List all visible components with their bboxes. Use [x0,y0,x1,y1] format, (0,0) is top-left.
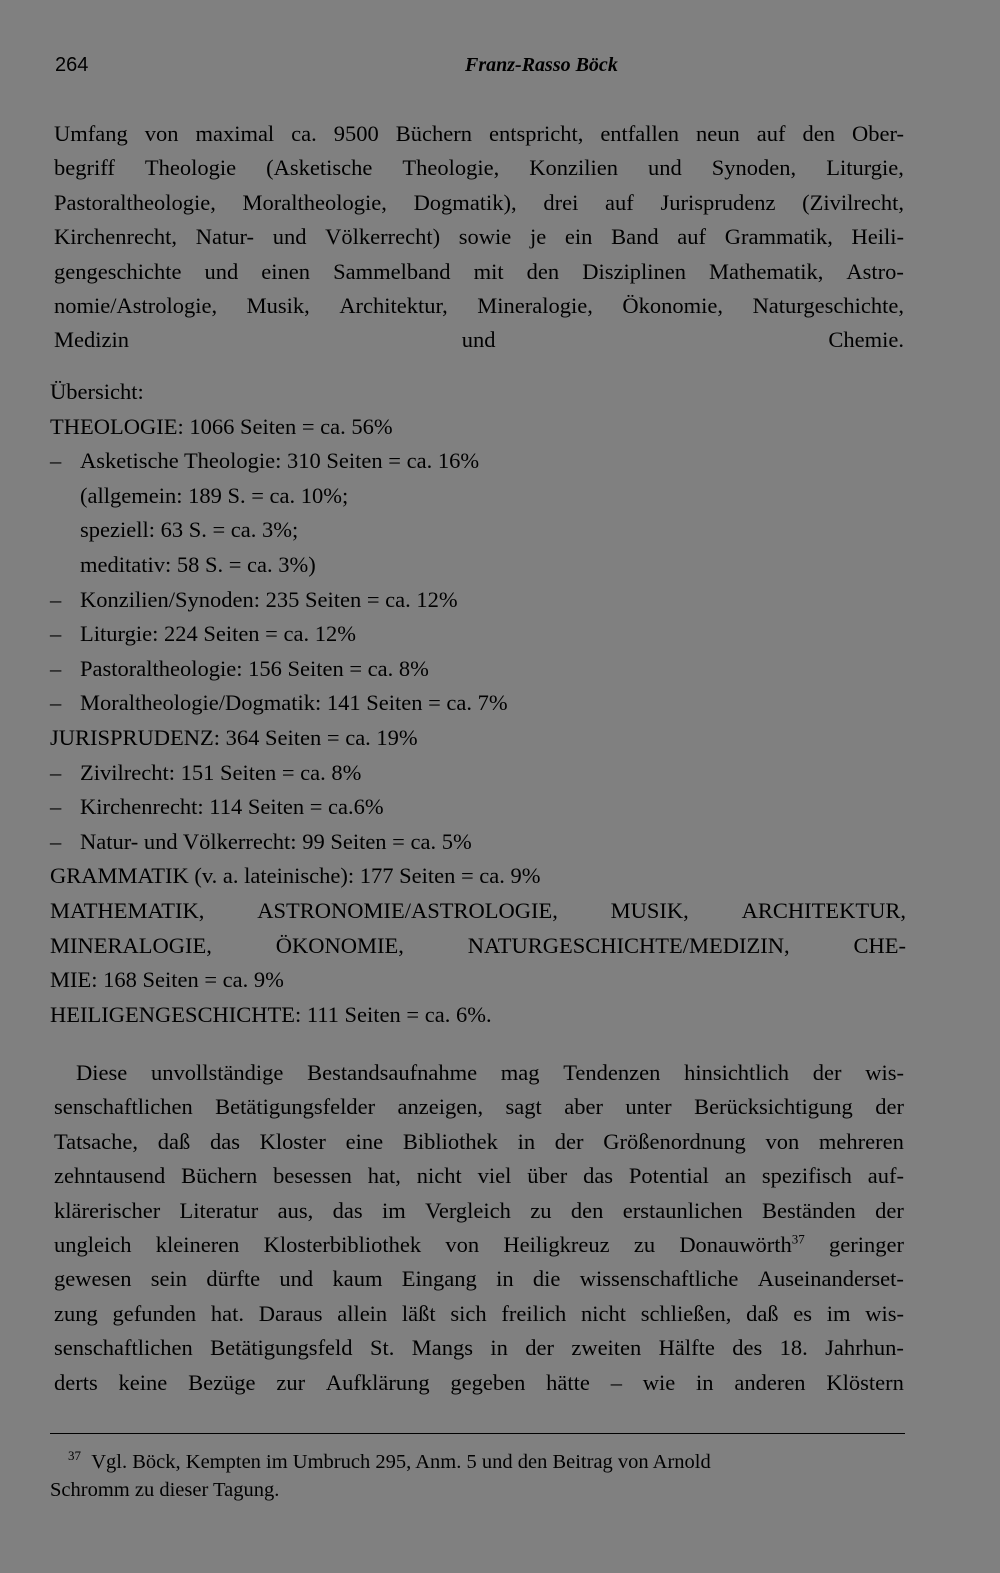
overview-item: – Natur- und Völkerrecht: 99 Seiten = ca. 5% [50,828,472,854]
paragraph-2-line: zehntausend Büchern besessen hat, nicht viel über das Potential an spezifisch auf- [54,1163,904,1189]
overview-item: – Kirchenrecht: 114 Seiten = ca.6% [50,794,384,820]
overview-item: GRAMMATIK (v. a. lateinische): 177 Seiten = ca. 9% [50,863,541,889]
footnote [50,1448,905,1504]
paragraph-1-line: nomie/Astrologie, Musik, Architektur, Mineralogie, Ökonomie, Naturgeschichte, [54,293,904,319]
overview-item: – Zivilrecht: 151 Seiten = ca. 8% [50,759,362,785]
paragraph-1 [54,117,904,358]
paragraph-1-line: Umfang von maximal ca. 9500 Büchern entspricht, entfallen neun auf den Ober- [54,121,904,146]
paragraph-2-line: gewesen sein dürfte und kaum Eingang in die wissenschaftliche Auseinanderset- [54,1266,904,1292]
paragraph-2-line: ungleich kleineren Klosterbibliothek von Heiligkreuz zu Donauwörth$^{37}$ geringer [54,1231,904,1258]
page-header [55,54,905,80]
paragraph-2-line: derts keine Bezüge zur Aufklärung gegeben hätte – wie in anderen Klöstern [54,1369,904,1395]
paragraph-2-line: klärerischer Literatur aus, das im Vergleich zu den erstaunlichen Beständen der [54,1197,904,1223]
overview-item: MINERALOGIE, ÖKONOMIE, NATURGESCHICHTE/MEDIZIN, CHE- [50,932,906,958]
paragraph-1-line: Kirchenrecht, Natur- und Völkerrecht) sowie je ein Band auf Grammatik, Heili- [54,224,904,250]
footnote-ref[interactable]: 37 [791,1231,805,1247]
footnote-rule [50,1433,905,1434]
overview-item: Übersicht: [50,379,144,404]
overview-item: – Moraltheologie/Dogmatik: 141 Seiten = ca. 7% [50,690,508,716]
paragraph-2-line: senschaftlichen Betätigungsfelder anzeigen, sagt aber unter Berücksichtigung der [54,1094,904,1120]
overview-item: – Konzilien/Synoden: 235 Seiten = ca. 12% [50,586,458,612]
footnote-number: 37 [68,1448,81,1464]
paragraph-2-line: Tatsache, daß das Kloster eine Bibliothek in der Größenordnung von mehreren [54,1128,904,1154]
paragraph-1-line: Medizin und Chemie. [54,327,904,353]
paragraph-2-line: Diese unvollständige Bestandsaufnahme mag Tendenzen hinsichtlich der wis- [76,1060,904,1085]
footnote-line-1: $^{37}$ Vgl. Böck, Kempten im Umbruch 295, Anm. 5 und den Beitrag von Arnold [68,1448,711,1473]
overview-item: MATHEMATIK, ASTRONOMIE/ASTROLOGIE, MUSIK, ARCHITEKTUR, [50,897,906,923]
overview-item: – Asketische Theologie: 310 Seiten = ca. 16% [50,448,480,474]
paragraph-1-line: begriff Theologie (Asketische Theologie, Konzilien und Synoden, Liturgie, [54,155,904,181]
overview-item: meditativ: 58 S. = ca. 3%) [80,551,316,577]
overview-list [50,375,906,1032]
overview-item: speziell: 63 S. = ca. 3%; [80,517,299,543]
page-number: 264 [55,54,89,76]
overview-item: – Liturgie: 224 Seiten = ca. 12% [50,621,356,647]
overview-item: THEOLOGIE: 1066 Seiten = ca. 56% [50,413,393,439]
overview-item: (allgemein: 189 S. = ca. 10%; [80,482,349,508]
overview-item: HEILIGENGESCHICHTE: 111 Seiten = ca. 6%. [50,1001,492,1027]
paragraph-1-line: Pastoraltheologie, Moraltheologie, Dogmatik), drei auf Jurisprudenz (Zivilrecht, [54,189,904,215]
footnote-line-2: Schromm zu dieser Tagung. [50,1479,280,1501]
overview-item: – Pastoraltheologie: 156 Seiten = ca. 8% [50,655,429,681]
paragraph-2 [54,1056,904,1400]
overview-item: MIE: 168 Seiten = ca. 9% [50,967,284,993]
running-title: Franz-Rasso Böck [465,54,618,76]
overview-item: JURISPRUDENZ: 364 Seiten = ca. 19% [50,724,418,750]
paragraph-1-line: gengeschichte und einen Sammelband mit den Disziplinen Mathematik, Astro- [54,258,904,284]
paragraph-2-line: zung gefunden hat. Daraus allein läßt sich freilich nicht schließen, daß es im wis- [54,1300,904,1326]
paragraph-2-line: senschaftlichen Betätigungsfeld St. Mangs in der zweiten Hälfte des 18. Jahrhun- [54,1335,904,1361]
